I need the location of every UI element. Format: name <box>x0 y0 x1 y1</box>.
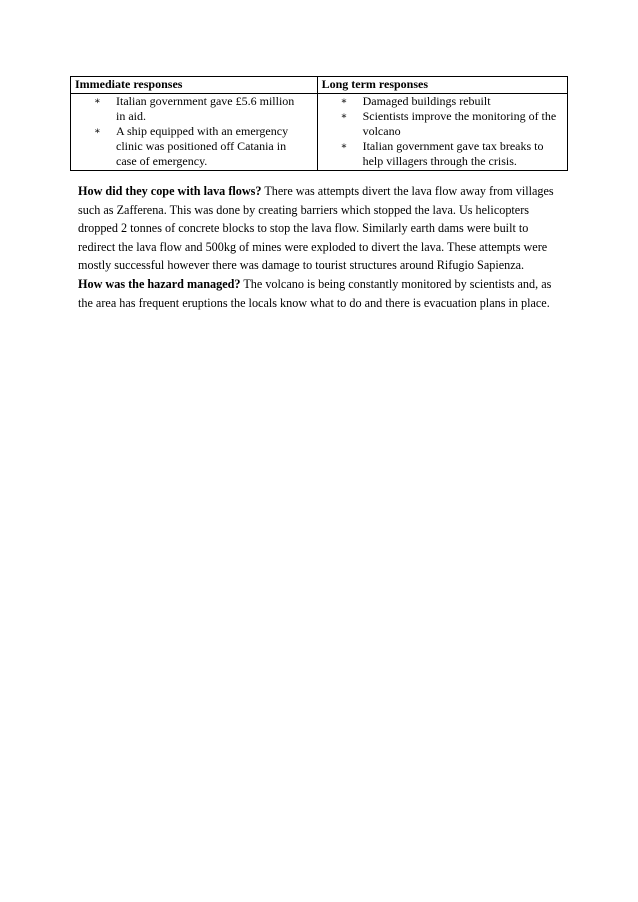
immediate-responses-list <box>71 94 317 170</box>
long-term-responses-cell <box>317 94 567 171</box>
table-header-row <box>71 77 568 94</box>
bullet-icon: ∗ <box>340 111 348 122</box>
lava-flows-answer: There was attempts divert the lava flow away from villages such as Zafferena. This was done by creating barriers which stopped the lava. Us helicopters dropped 2 tonnes of concrete blocks to stop the lava flow. Similarly earth dams were built to redirect the lava flow and 500kg of mines were exploded to divert the lava. These attempts were mostly successful however there was damage to tourist structures around Rifugio Sapienza. <box>78 184 554 272</box>
hazard-managed-answer: The volcano is being constantly monitored by scientists and, as the area has frequent eruptions the locals know what to do and there is evacuation plans in place. <box>78 277 552 310</box>
list-item <box>318 94 557 109</box>
lava-flows-question: How did they cope with lava flows? <box>78 184 262 198</box>
responses-table <box>70 76 568 171</box>
list-item-text: Italian government gave £5.6 million in aid. <box>116 94 295 123</box>
table-row <box>71 94 568 171</box>
bullet-icon: ∗ <box>340 141 348 152</box>
list-item-text: Damaged buildings rebuilt <box>362 94 491 108</box>
header-long-term-responses: Long term responses <box>317 77 567 94</box>
hazard-managed-question: How was the hazard managed? <box>78 277 241 291</box>
list-item-text: Italian government gave tax breaks to help villagers through the crisis. <box>362 139 544 168</box>
bullet-icon: ∗ <box>94 96 101 107</box>
list-item <box>71 124 307 169</box>
lava-flows-paragraph <box>78 182 562 275</box>
list-item-text: A ship equipped with an emergency clinic was positioned off Catania in case of emergency. <box>116 124 289 168</box>
bullet-icon: ∗ <box>340 96 348 107</box>
list-item-text: Scientists improve the monitoring of the volcano <box>362 109 557 138</box>
list-item <box>71 94 307 124</box>
header-immediate-responses: Immediate responses <box>71 77 318 94</box>
long-term-responses-list <box>318 94 567 170</box>
list-item <box>318 139 557 169</box>
list-item <box>318 109 557 139</box>
immediate-responses-cell <box>71 94 318 171</box>
hazard-managed-paragraph <box>78 275 562 312</box>
bullet-icon: ∗ <box>94 126 101 137</box>
